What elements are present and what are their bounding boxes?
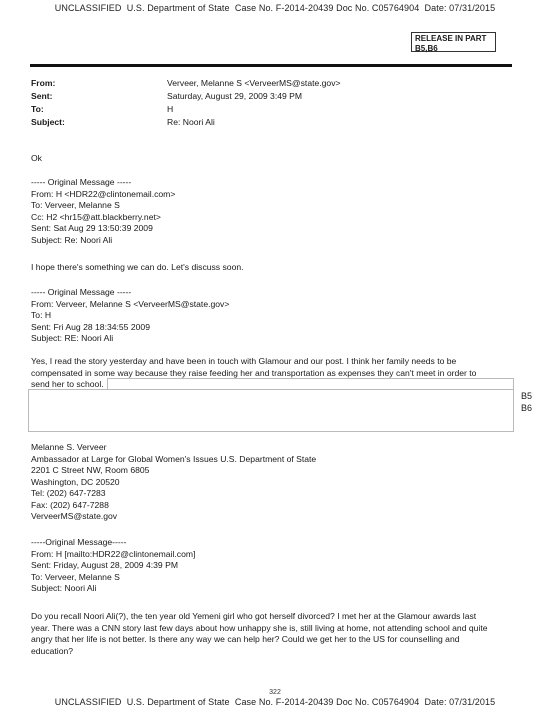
subject-label: Subject: xyxy=(31,117,65,127)
body-line: send her to school. xyxy=(31,379,104,389)
sent-value: Saturday, August 29, 2009 3:49 PM xyxy=(167,91,303,101)
release-stamp-line2: B5,B6 xyxy=(415,43,438,53)
original-marker: -----Original Message----- xyxy=(31,537,127,547)
original-subject: Subject: RE: Noori Ali xyxy=(31,333,114,343)
body-line: angry that her life is not better. Is there any way we can help her? Could we get her to the US for counselling and xyxy=(31,634,460,644)
reply-text: Ok xyxy=(31,153,42,163)
original-message-3 xyxy=(31,537,511,595)
release-stamp xyxy=(411,32,496,52)
signature-name: Melanne S. Verveer xyxy=(31,442,107,452)
original-sent: Sent: Friday, August 28, 2009 4:39 PM xyxy=(31,560,178,570)
original-to: To: Verveer, Melanne S xyxy=(31,200,120,210)
original-sent: Sent: Fri Aug 28 18:34:55 2009 xyxy=(31,321,150,332)
redaction-code-b6: B6 xyxy=(521,403,533,413)
from-label: From: xyxy=(31,78,56,88)
signature-address2: Washington, DC 20520 xyxy=(31,476,120,487)
original-from: From: H <HDR22@clintonemail.com> xyxy=(31,188,176,199)
body-line: Yes, I read the story yesterday and have been in touch with Glamour and our post. I think her family needs to be xyxy=(31,356,457,366)
body-line: compensated in some way because they raise feeding her and transportation as expenses they can't meet in order to xyxy=(31,367,477,378)
signature-address1: 2201 C Street NW, Room 6805 xyxy=(31,465,150,475)
body-line: year. There was a CNN story last few days about how unhappy she is, still living at home, not attending school and quite xyxy=(31,622,488,633)
body-line: Do you recall Noori Ali(?), the ten year old Yemeni girl who got herself divorced? I met her at the Glamour awards last xyxy=(31,611,477,621)
original-message-1 xyxy=(31,177,511,246)
original-from: From: H [mailto:HDR22@clintonemail.com] xyxy=(31,548,196,559)
page-number: 322 xyxy=(269,689,281,696)
original-message-2 xyxy=(31,287,511,345)
redaction-code-b5: B5 xyxy=(521,391,533,401)
header-rule xyxy=(30,64,512,67)
original-body-3 xyxy=(31,611,511,657)
original-body-1: I hope there's something we can do. Let's discuss soon. xyxy=(31,262,244,272)
signature-fax: Fax: (202) 647-7288 xyxy=(31,499,109,510)
original-marker: ----- Original Message ----- xyxy=(31,177,132,187)
original-to: To: H xyxy=(31,310,52,320)
original-sent: Sent: Sat Aug 29 13:50:39 2009 xyxy=(31,223,153,233)
signature-title: Ambassador at Large for Global Women's Issues U.S. Department of State xyxy=(31,453,317,464)
to-label: To: xyxy=(31,104,44,114)
body-line: education? xyxy=(31,645,74,656)
redaction-box xyxy=(28,389,514,432)
classification-header: UNCLASSIFIED U.S. Department of State Case No. F-2014-20439 Doc No. C05764904 Date: 07/31/2015 xyxy=(54,3,496,13)
signature-email: VerveerMS@state.gov xyxy=(31,511,118,521)
original-subject: Subject: Re: Noori Ali xyxy=(31,234,113,245)
release-stamp-line1: RELEASE IN PART xyxy=(415,34,487,43)
signature-block xyxy=(31,442,511,523)
from-value: Verveer, Melanne S <VerveerMS@state.gov> xyxy=(167,78,341,88)
classification-footer: UNCLASSIFIED U.S. Department of State Case No. F-2014-20439 Doc No. C05764904 Date: 07/31/2015 xyxy=(54,697,496,707)
original-marker: ----- Original Message ----- xyxy=(31,287,132,297)
signature-tel: Tel: (202) 647-7283 xyxy=(31,488,106,498)
original-from: From: Verveer, Melanne S <VerveerMS@state.gov> xyxy=(31,298,230,309)
original-cc: Cc: H2 <hr15@att.blackberry.net> xyxy=(31,211,161,222)
subject-value: Re: Noori Ali xyxy=(167,117,215,127)
original-to: To: Verveer, Melanne S xyxy=(31,571,120,582)
sent-label: Sent: xyxy=(31,91,53,101)
original-subject: Subject: Noori Ali xyxy=(31,583,97,593)
to-value: H xyxy=(167,104,174,114)
